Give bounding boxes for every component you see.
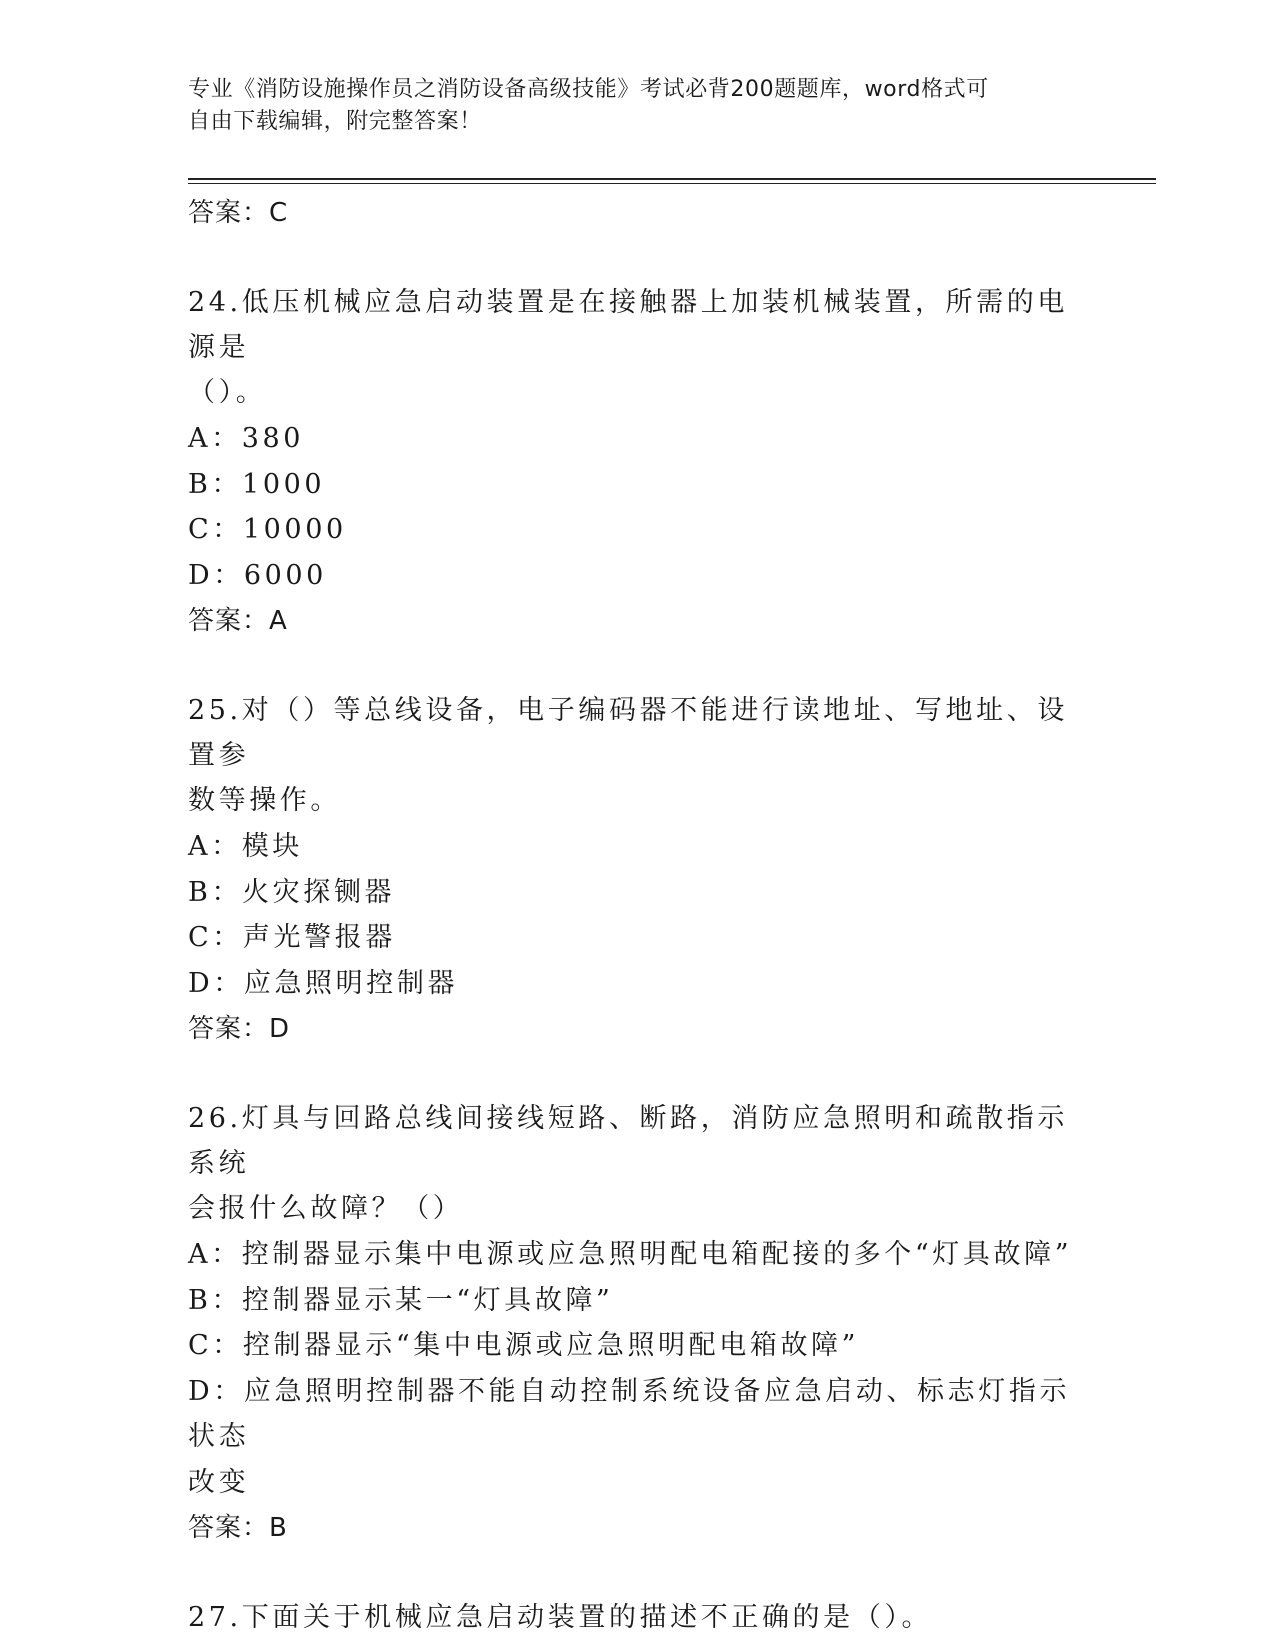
question-stem [188,280,1088,415]
option-d: D：应急照明控制器 [188,967,459,999]
question-stem [188,1096,1088,1231]
option-b: B：火灾探铡器 [188,876,396,908]
header-line-1: 专业《消防设施操作员之消防设备高级技能》考试必背200题题库，word格式可 [188,77,989,102]
option-a: A：控制器显示集中电源或应急照明配电箱配接的多个“灯具故障” [188,1239,1073,1270]
answer-q23: 答案：C [188,198,289,228]
option-c: C：控制器显示“集中电源或应急照明配电箱故障” [188,1330,860,1361]
question-25 [188,688,1088,1052]
question-stem-line: 会报什么故障？（） [188,1193,464,1224]
option-b: B：1000 [188,468,326,500]
question-stem-line: 26.灯具与回路总线间接线短路、断路，消防应急照明和疏散指示系统 [188,1103,1068,1179]
question-list [188,190,1088,1641]
option-d: D：6000 [188,559,327,591]
question-stem-line: 27.下面关于机械应急启动装置的描述不正确的是（）。 [188,1602,933,1633]
answer-q25: 答案：D [188,1014,291,1044]
option-c: C：10000 [188,514,347,545]
option-d: D：应急照明控制器不能自动控制系统设备应急启动、标志灯指示状态 [188,1375,1071,1452]
question-stem-line: （）。 [188,377,267,408]
header-divider-thick [188,178,1156,180]
header-line-2: 自由下载编辑，附完整答案！ [188,109,482,134]
document-header [188,74,1068,138]
header-divider-thin [188,183,1156,184]
option-a: A：380 [188,423,305,454]
answer-q26: 答案：B [188,1513,288,1543]
answer-q24: 答案：A [188,606,288,636]
option-c: C：声光警报器 [188,922,396,953]
question-stem-line: 25.对（）等总线设备，电子编码器不能进行读地址、写地址、设置参 [188,695,1068,771]
question-27 [188,1595,1088,1640]
question-stem-line: 数等操作。 [188,785,341,816]
question-26 [188,1096,1088,1551]
question-24 [188,280,1088,644]
option-b: B：控制器显示某一“灯具故障” [188,1284,614,1316]
question-stem-line: 24.低压机械应急启动装置是在接触器上加装机械装置，所需的电源是 [188,287,1068,363]
option-d-continuation: 改变 [188,1466,250,1498]
option-a: A：模块 [188,831,303,862]
question-stem [188,1595,1088,1640]
question-stem [188,688,1088,823]
